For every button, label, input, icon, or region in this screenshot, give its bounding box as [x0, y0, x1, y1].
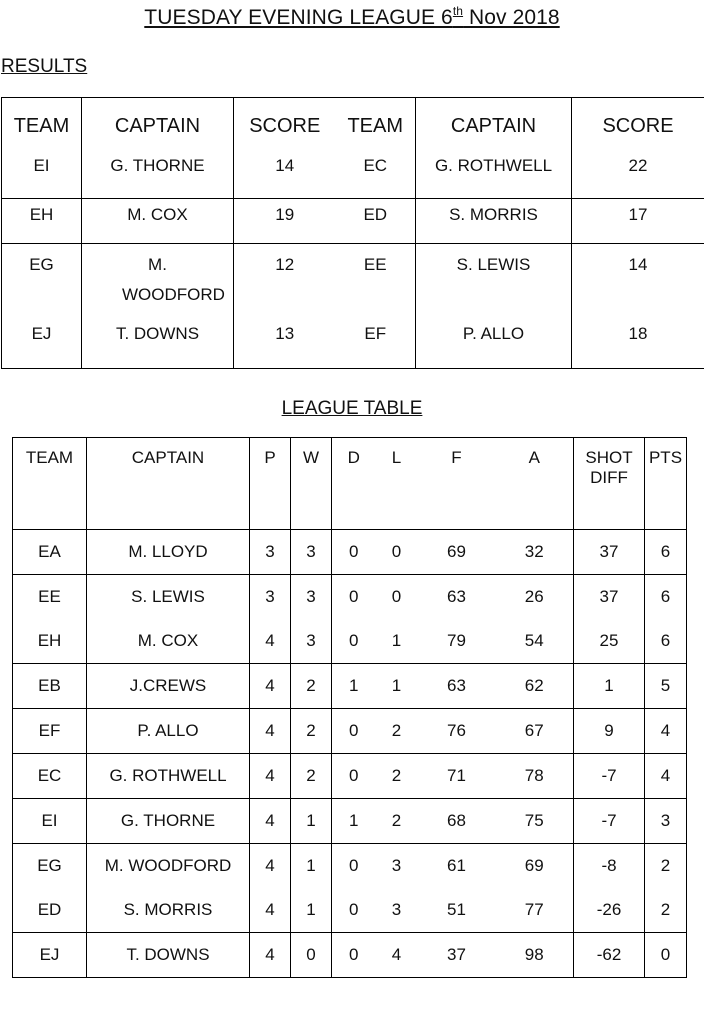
against-cell: 32 — [496, 530, 574, 575]
home-team-cell: EG — [2, 243, 82, 320]
table-row — [2, 198, 704, 243]
home-captain-cell: G. THORNE — [82, 150, 234, 199]
won-cell: 3 — [291, 575, 332, 620]
home-team-cell: EH — [2, 198, 82, 243]
shot-diff-cell: -8 — [574, 844, 645, 889]
won-cell: 3 — [291, 530, 332, 575]
results-table — [1, 97, 704, 369]
points-cell: 6 — [645, 575, 687, 620]
played-cell: 4 — [250, 888, 291, 933]
shot-diff-cell: 9 — [574, 709, 645, 754]
team-cell: EC — [13, 754, 87, 799]
team-cell: ED — [37, 900, 62, 919]
home-captain-cell: T. DOWNS — [82, 320, 234, 369]
captain-cell: J.CREWS — [87, 664, 250, 709]
table-row — [13, 799, 687, 844]
played-cell: 3 — [250, 530, 291, 575]
against-cell: 67 — [496, 709, 574, 754]
home-team-cell: EJ — [31, 323, 52, 343]
header-shot-diff — [574, 438, 645, 530]
won-cell: 1 — [291, 799, 332, 844]
against-cell: 54 — [524, 631, 544, 650]
captain-cell: G. THORNE — [87, 799, 250, 844]
drawn-cell: 0 — [332, 530, 376, 575]
table-row — [2, 150, 704, 199]
shot-diff-cell: 1 — [574, 664, 645, 709]
against-cell: 77 — [524, 900, 544, 919]
points-cell: 5 — [645, 664, 687, 709]
shot-diff-cell: -26 — [574, 888, 645, 933]
drawn-cell: 0 — [332, 844, 376, 889]
for-cell: 69 — [418, 530, 496, 575]
team-cell: EI — [13, 799, 87, 844]
captain-cell: S. LEWIS — [87, 575, 250, 620]
points-cell: 4 — [645, 709, 687, 754]
shot-diff-cell: 25 — [574, 619, 645, 664]
against-cell: 75 — [496, 799, 574, 844]
away-captain-cell: P. ALLO — [416, 320, 572, 369]
results-header-captain: CAPTAIN — [416, 98, 572, 150]
captain-cell: M. COX — [87, 619, 250, 664]
played-cell: 4 — [250, 933, 291, 978]
lost-cell: 0 — [376, 575, 418, 620]
points-cell: 6 — [645, 530, 687, 575]
points-cell: 6 — [645, 619, 687, 664]
won-cell: 2 — [291, 664, 332, 709]
for-cell: 68 — [418, 799, 496, 844]
away-captain-cell: S. MORRIS — [416, 198, 572, 243]
points-cell: 2 — [645, 888, 687, 933]
team-cell: EE — [13, 575, 87, 620]
played-cell: 3 — [250, 575, 291, 620]
team-cell: EA — [13, 530, 87, 575]
played-cell: 4 — [250, 799, 291, 844]
lost-cell: 4 — [376, 933, 418, 978]
header-for: F — [451, 448, 462, 467]
drawn-cell: 0 — [332, 754, 376, 799]
points-cell: 0 — [645, 933, 687, 978]
won-cell: 0 — [291, 933, 332, 978]
shot-diff-cell: -62 — [574, 933, 645, 978]
lost-cell: 2 — [376, 754, 418, 799]
home-score-cell: 12 — [234, 243, 336, 320]
title-superscript: th — [452, 4, 464, 18]
results-heading: RESULTS — [1, 56, 88, 77]
captain-cell: M. LLOYD — [87, 530, 250, 575]
for-cell: 63 — [418, 664, 496, 709]
played-cell: 4 — [250, 709, 291, 754]
away-team-cell: ED — [336, 198, 416, 243]
for-cell: 79 — [447, 631, 466, 650]
points-cell: 3 — [645, 799, 687, 844]
table-row — [13, 709, 687, 754]
for-cell: 61 — [418, 844, 496, 889]
lost-cell: 3 — [391, 900, 402, 919]
drawn-cell: 1 — [332, 799, 376, 844]
away-captain-cell: G. ROTHWELL — [416, 150, 572, 199]
team-cell: EJ — [13, 933, 87, 978]
results-header-score: SCORE — [572, 98, 704, 150]
against-cell: 78 — [496, 754, 574, 799]
against-cell: 62 — [496, 664, 574, 709]
away-captain-cell: S. LEWIS — [416, 243, 572, 320]
against-cell: 98 — [496, 933, 574, 978]
header-drawn: D — [332, 438, 376, 530]
table-row — [13, 575, 687, 620]
shot-diff-cell: 37 — [574, 530, 645, 575]
table-row — [2, 320, 704, 369]
drawn-cell: 0 — [332, 575, 376, 620]
lost-cell: 1 — [391, 631, 402, 650]
home-score-cell: 14 — [234, 150, 336, 199]
for-cell: 37 — [418, 933, 496, 978]
table-row — [13, 888, 687, 933]
for-cell: 63 — [418, 575, 496, 620]
results-header-captain: CAPTAIN — [82, 98, 234, 150]
drawn-cell: 0 — [332, 709, 376, 754]
drawn-cell: 0 — [332, 888, 376, 933]
league-header-row — [13, 438, 687, 530]
header-lost: L — [391, 448, 402, 467]
lost-cell: 0 — [376, 530, 418, 575]
lost-cell: 3 — [376, 844, 418, 889]
table-row — [13, 619, 687, 664]
away-team-cell: EF — [364, 323, 387, 343]
captain-cell: S. MORRIS — [87, 888, 250, 933]
results-header-team: TEAM — [347, 115, 404, 138]
table-row — [13, 530, 687, 575]
points-cell: 2 — [645, 844, 687, 889]
home-score-cell: 19 — [234, 198, 336, 243]
title-tail: Nov 2018 — [463, 6, 560, 29]
against-cell: 26 — [496, 575, 574, 620]
header-points: PTS — [645, 438, 687, 530]
for-cell: 51 — [447, 900, 466, 919]
won-cell: 2 — [291, 754, 332, 799]
for-cell: 76 — [418, 709, 496, 754]
won-cell: 1 — [291, 844, 332, 889]
drawn-cell: 1 — [332, 664, 376, 709]
table-row — [13, 664, 687, 709]
played-cell: 4 — [250, 754, 291, 799]
header-won: W — [291, 438, 332, 530]
drawn-cell: 0 — [332, 933, 376, 978]
drawn-cell: 0 — [332, 619, 376, 664]
captain-cell: M. WOODFORD — [87, 844, 250, 889]
table-row — [2, 243, 704, 320]
for-cell: 71 — [418, 754, 496, 799]
away-team-cell: EC — [363, 155, 388, 175]
header-against: A — [528, 448, 540, 467]
away-score-cell: 17 — [572, 198, 704, 243]
header-shot: SHOT — [585, 448, 633, 467]
away-score-cell: 22 — [572, 150, 704, 199]
shot-diff-cell: -7 — [574, 799, 645, 844]
home-team-cell: EI — [33, 155, 50, 175]
lost-cell: 2 — [376, 799, 418, 844]
away-score-cell: 18 — [572, 320, 704, 369]
league-table-heading: LEAGUE TABLE — [281, 398, 423, 419]
table-row — [13, 844, 687, 889]
played-cell: 4 — [250, 619, 291, 664]
team-cell: EH — [37, 631, 62, 650]
won-cell: 2 — [291, 709, 332, 754]
table-row — [13, 754, 687, 799]
results-header-row — [2, 98, 704, 150]
home-captain-cell: M. COX — [82, 198, 234, 243]
against-cell: 69 — [496, 844, 574, 889]
played-cell: 4 — [250, 664, 291, 709]
title-main: TUESDAY EVENING LEAGUE 6 — [144, 6, 453, 29]
home-captain-cell: M. WOODFORD — [82, 243, 234, 320]
captain-cell: T. DOWNS — [87, 933, 250, 978]
league-table — [12, 437, 687, 978]
results-header-score: SCORE — [234, 98, 336, 150]
captain-cell: P. ALLO — [87, 709, 250, 754]
lost-cell: 1 — [376, 664, 418, 709]
home-score-cell: 13 — [234, 320, 336, 369]
shot-diff-cell: -7 — [574, 754, 645, 799]
won-cell: 1 — [291, 888, 332, 933]
lost-cell: 2 — [376, 709, 418, 754]
team-cell: EF — [13, 709, 87, 754]
team-cell: EB — [13, 664, 87, 709]
table-row — [13, 933, 687, 978]
points-cell: 4 — [645, 754, 687, 799]
captain-cell: G. ROTHWELL — [87, 754, 250, 799]
header-captain: CAPTAIN — [87, 438, 250, 530]
header-played: P — [250, 438, 291, 530]
won-cell: 3 — [291, 619, 332, 664]
away-team-cell: EE — [336, 243, 416, 320]
shot-diff-cell: 37 — [574, 575, 645, 620]
page-title — [0, 4, 704, 30]
team-cell: EG — [13, 844, 87, 889]
away-score-cell: 14 — [572, 243, 704, 320]
header-team: TEAM — [25, 448, 74, 467]
header-diff: DIFF — [590, 468, 628, 487]
played-cell: 4 — [250, 844, 291, 889]
results-header-team: TEAM — [13, 115, 70, 138]
